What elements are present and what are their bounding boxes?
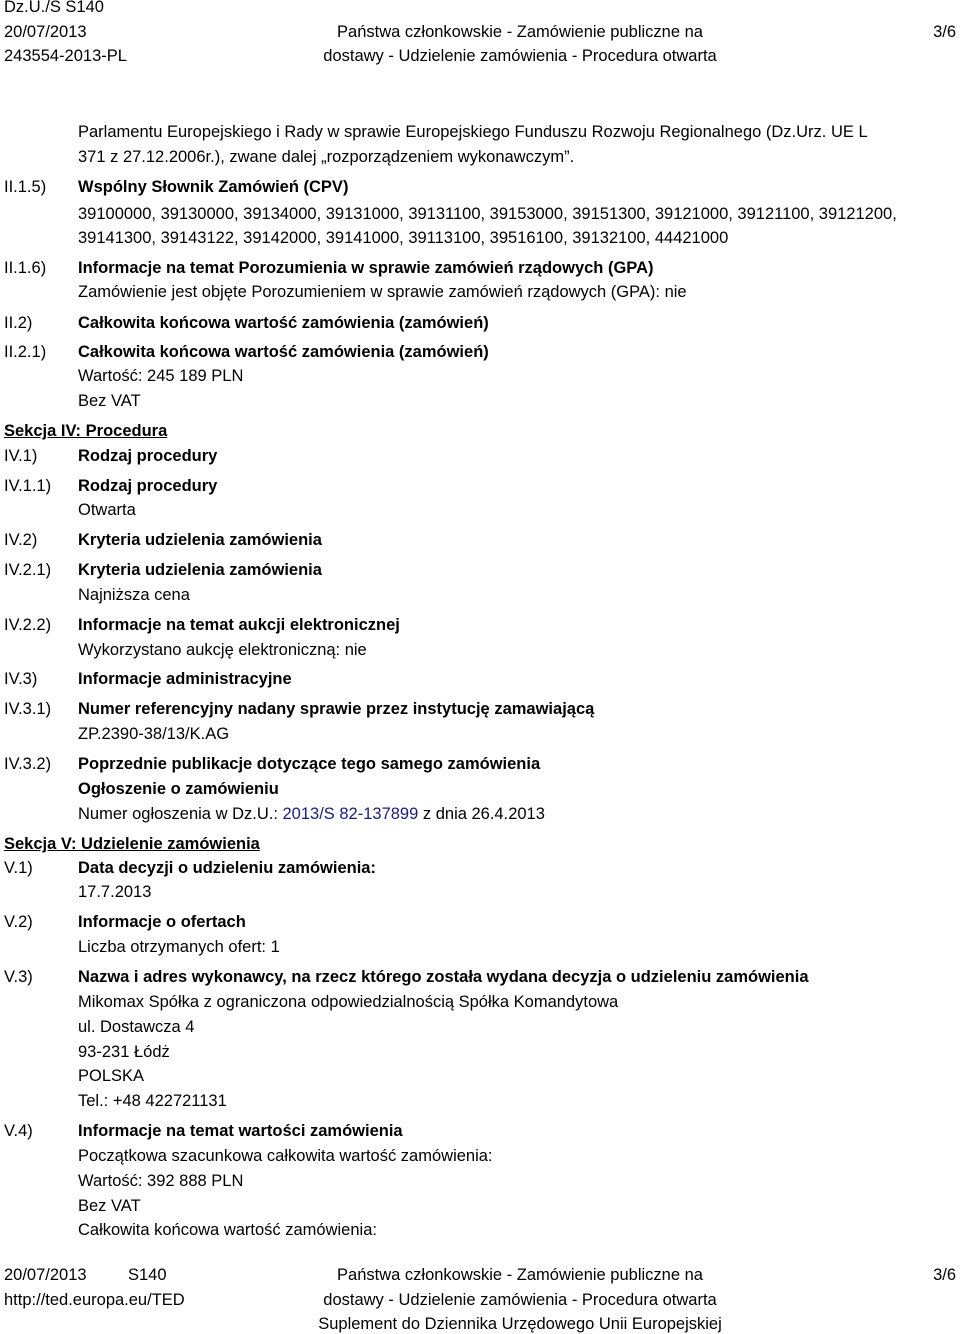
footer-series: S140 <box>128 1266 167 1284</box>
publication-prefix: Numer ogłoszenia w Dz.U.: <box>78 805 283 823</box>
publication-suffix: z dnia 26.4.2013 <box>418 805 545 823</box>
section-title-award-date: Data decyzji o udzieleniu zamówienia: <box>78 859 376 877</box>
intro-line1: Parlamentu Europejskiego i Rady w sprawie Europejskiego Funduszu Rozwoju Regionalnego (Dz.Urz. UE L <box>78 123 868 141</box>
publication-line <box>78 804 545 824</box>
section-number: IV.3.1) <box>4 700 52 718</box>
header-page: 3/6 <box>933 23 956 41</box>
footer-title-line1: Państwa członkowskie - Zamówienie publiczne na <box>337 1266 703 1284</box>
vat-note: Bez VAT <box>78 392 141 410</box>
section-title-contractor: Nazwa i adres wykonawcy, na rzecz którego została wydana decyzja o udzieleniu zamówienia <box>78 968 809 986</box>
cpv-codes-line1: 39100000, 39130000, 39134000, 39131000, 39131100, 39153000, 39151300, 39121000, 39121100, 39121200, <box>78 205 897 223</box>
initial-value: Wartość: 392 888 PLN <box>78 1172 244 1190</box>
section-number: IV.1) <box>4 447 38 465</box>
section-number: V.3) <box>4 968 33 986</box>
section-title-award-criteria-2: Kryteria udzielenia zamówienia <box>78 561 322 579</box>
footer-title-line3: Suplement do Dziennika Urzędowego Unii Europejskiej <box>318 1315 722 1333</box>
section-v-heading: Sekcja V: Udzielenie zamówienia <box>4 835 260 853</box>
section-iv-heading: Sekcja IV: Procedura <box>4 422 168 440</box>
final-value-label: Całkowita końcowa wartość zamówienia: <box>78 1221 377 1239</box>
contractor-country: POLSKA <box>78 1067 145 1085</box>
section-number: II.1.6) <box>4 259 47 277</box>
procedure-type-value: Otwarta <box>78 501 136 519</box>
header-title-line2: dostawy - Udzielenie zamówienia - Procedura otwarta <box>323 47 717 65</box>
contract-notice-subtitle: Ogłoszenie o zamówieniu <box>78 780 279 798</box>
section-number: V.4) <box>4 1122 33 1140</box>
section-title-offers: Informacje o ofertach <box>78 913 246 931</box>
section-number: IV.3) <box>4 670 38 688</box>
section-number: IV.2) <box>4 531 38 549</box>
intro-line2: 371 z 27.12.2006r.), zwane dalej „rozporządzeniem wykonawczym”. <box>78 148 575 166</box>
section-title-procedure-type-2: Rodzaj procedury <box>78 477 218 495</box>
footer-title-line2: dostawy - Udzielenie zamówienia - Procedura otwarta <box>323 1291 717 1309</box>
cpv-codes-line2: 39141300, 39143122, 39142000, 39141000, 39113100, 39516100, 39132100, 44421000 <box>78 229 729 247</box>
section-number: II.1.5) <box>4 178 47 196</box>
section-title-contract-value: Informacje na temat wartości zamówienia <box>78 1122 403 1140</box>
vat-note-2: Bez VAT <box>78 1197 141 1215</box>
total-value: Wartość: 245 189 PLN <box>78 367 244 385</box>
publication-link[interactable]: 2013/S 82-137899 <box>282 805 419 823</box>
section-title-reference-number: Numer referencyjny nadany sprawie przez instytucję zamawiającą <box>78 700 595 718</box>
section-number: IV.3.2) <box>4 755 52 773</box>
section-title-gpa: Informacje na temat Porozumienia w sprawie zamówień rządowych (GPA) <box>78 259 654 277</box>
header-notice-id: 243554-2013-PL <box>4 47 127 65</box>
footer-url: http://ted.europa.eu/TED <box>4 1291 185 1309</box>
footer-date: 20/07/2013 <box>4 1266 87 1284</box>
section-title-procedure-type: Rodzaj procedury <box>78 447 218 465</box>
contractor-street: ul. Dostawcza 4 <box>78 1018 195 1036</box>
contractor-tel: Tel.: +48 422721131 <box>78 1092 227 1110</box>
section-title-admin-info: Informacje administracyjne <box>78 670 292 688</box>
section-title-total-value-2: Całkowita końcowa wartość zamówienia (zamówień) <box>78 343 489 361</box>
header-doc-ref: Dz.U./S S140 <box>4 0 104 16</box>
section-title-cpv: Wspólny Słownik Zamówień (CPV) <box>78 178 349 196</box>
section-number: IV.2.2) <box>4 616 52 634</box>
header-title-line1: Państwa członkowskie - Zamówienie publiczne na <box>337 23 703 41</box>
reference-number-value: ZP.2390-38/13/K.AG <box>78 725 230 743</box>
section-title-total-value: Całkowita końcowa wartość zamówienia (zamówień) <box>78 314 489 332</box>
footer-page: 3/6 <box>933 1266 956 1284</box>
contractor-name: Mikomax Spółka z ograniczona odpowiedzialnością Spółka Komandytowa <box>78 993 619 1011</box>
header-date: 20/07/2013 <box>4 23 87 41</box>
section-number: II.2) <box>4 314 33 332</box>
section-number: V.2) <box>4 913 33 931</box>
section-number: II.2.1) <box>4 343 47 361</box>
contractor-city: 93-231 Łódż <box>78 1043 170 1061</box>
gpa-text: Zamówienie jest objęte Porozumieniem w sprawie zamówień rządowych (GPA): nie <box>78 283 687 301</box>
award-date-value: 17.7.2013 <box>78 883 152 901</box>
award-criteria-value: Najniższa cena <box>78 586 190 604</box>
section-title-award-criteria: Kryteria udzielenia zamówienia <box>78 531 322 549</box>
initial-value-label: Początkowa szacunkowa całkowita wartość zamówienia: <box>78 1147 493 1165</box>
section-title-previous-publications: Poprzednie publikacje dotyczące tego samego zamówienia <box>78 755 541 773</box>
section-number: IV.2.1) <box>4 561 52 579</box>
section-title-e-auction: Informacje na temat aukcji elektronicznej <box>78 616 400 634</box>
offers-value: Liczba otrzymanych ofert: 1 <box>78 938 280 956</box>
section-number: V.1) <box>4 859 33 877</box>
section-number: IV.1.1) <box>4 477 52 495</box>
e-auction-value: Wykorzystano aukcję elektroniczną: nie <box>78 641 367 659</box>
